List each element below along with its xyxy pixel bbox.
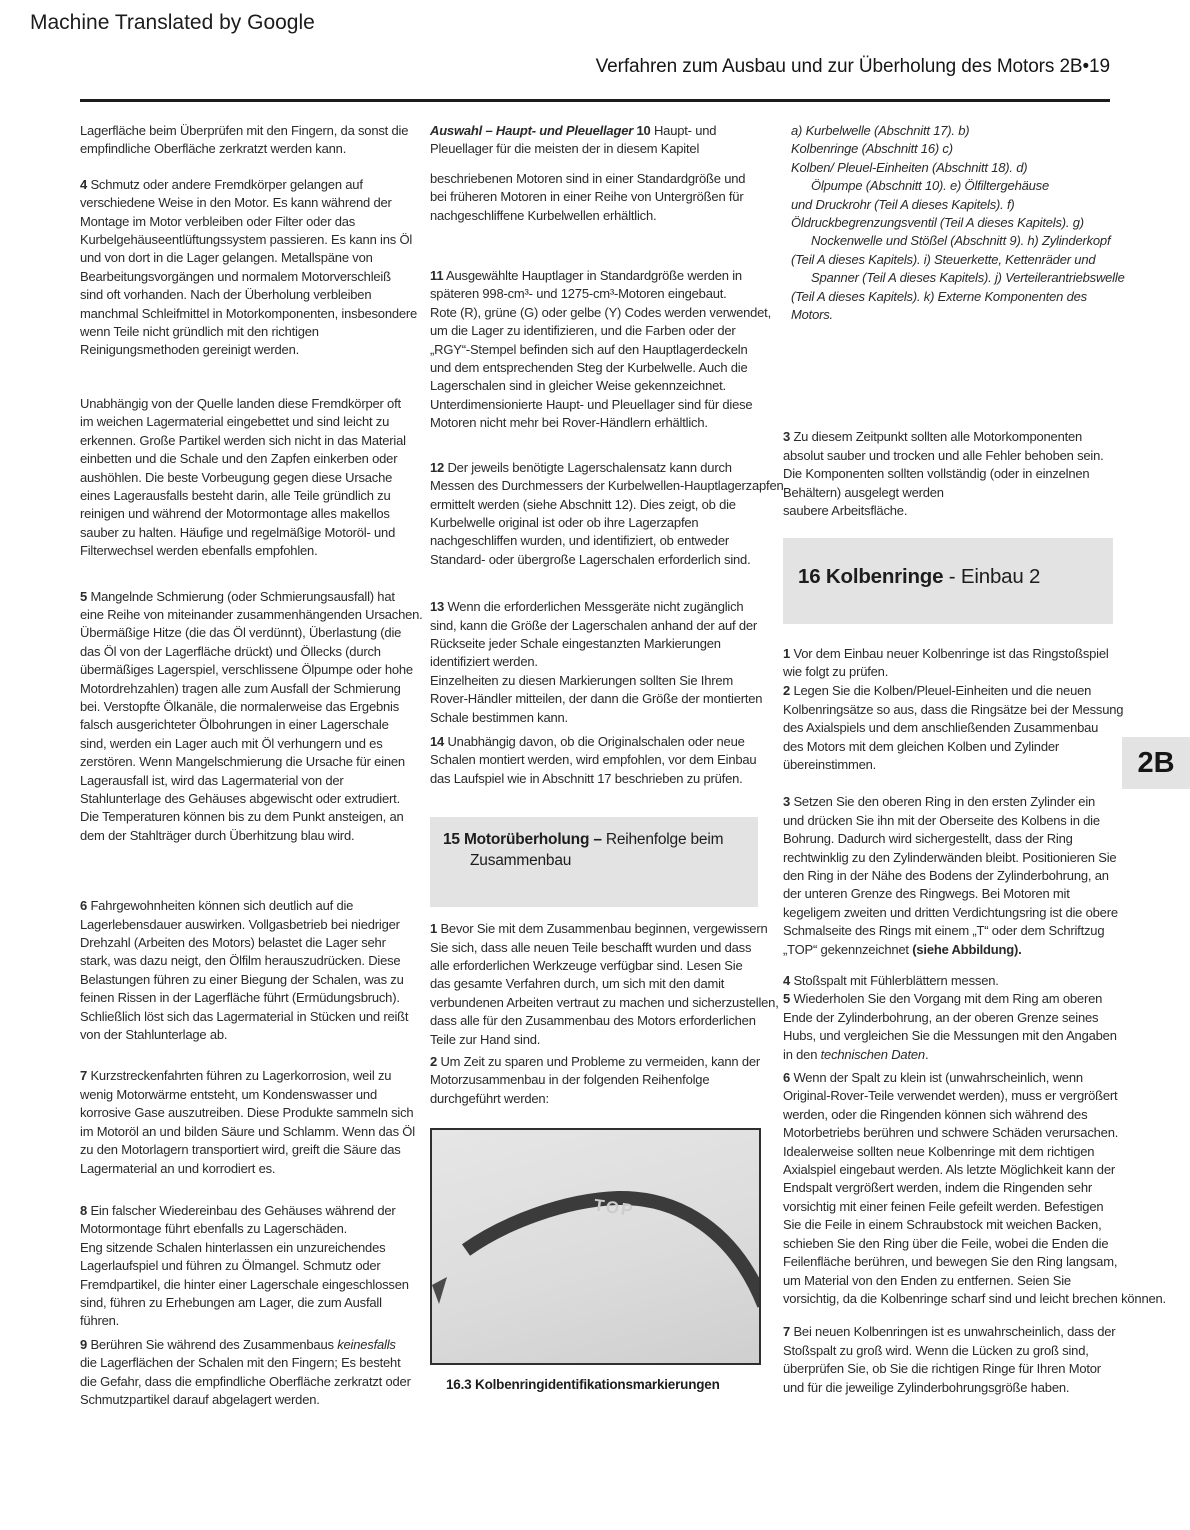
text-line: 15 Motorüberholung – Reihenfolge beim [443,831,724,849]
text-line: Lagerfläche beim Überprüfen mit den Fingern, da sonst die [80,123,409,138]
text-line: die Lagerflächen der Schalen mit den Fingern; Es besteht [80,1355,401,1371]
text-line: 6 Fahrgewohnheiten können sich deutlich auf die [80,898,354,914]
text-line: Motorbetriebs berühren und schwere Schäden verursachen. [783,1125,1119,1141]
paragraph-16-2 [783,682,1124,774]
text-line: Kurbelwelle original ist oder ob ihre Lagerzapfen [430,514,699,530]
text-line: und Druckrohr (Teil A dieses Kapitels). f) [791,196,1015,212]
column-middle [430,122,784,1395]
text-line: verbundenen Arbeiten vertraut zu machen und sicherzustellen, [430,994,779,1010]
section-15-heading [430,817,758,907]
text-line: Stoßspalt zu groß wird. Wenn die Lücken zu groß sind, [783,1342,1089,1358]
text-line: Messen des Durchmessers der Kurbelwellen-Hauptlagerzapfen [430,478,784,494]
text-line: Motors. [791,307,833,323]
text-line: den Ring in der Nähe des Bodens der Zylinderbohrung, an [783,867,1109,883]
text-line: Öldruckbegrenzungsventil (Teil A dieses Kapitels). g) [791,215,1084,231]
text-line: Kolbenringsätze so aus, dass die Ringsätze bei der Messung [783,701,1124,717]
text-line: Schmalseite des Rings mit einem „T“ oder dem Schriftzug [783,923,1105,939]
text-line: Übermäßige Hitze (die das Öl verdünnt), Überlastung (die [80,625,402,641]
text-line: Nockenwelle und Stößel (Abschnitt 9). h) Zylinderkopf [811,233,1111,249]
text-line: verschiedene Weise in den Motor. Es kann während der [80,195,392,211]
chapter-tab: 2B [1122,737,1190,789]
text-line: und drücken Sie ihn mit der Oberseite des Kolbens in die [783,812,1100,828]
text-line: von der Stahlunterlage ab. [80,1027,228,1043]
text-line: Drehzahl (Arbeiten des Motors) belastet die Lager sehr [80,935,386,951]
text-line: Reinigungsmethoden gereinigt werden. [80,342,300,358]
text-line: vorsichtig mit einer feinen Feile gefeilt werden. Befestigen [783,1198,1104,1214]
paragraph-4 [80,176,418,360]
paragraph-16-6 [783,1069,1166,1308]
text-line: Original-Rover-Teile verwendet werden), muss er vergrößert [783,1088,1118,1104]
paragraph-5 [80,588,423,846]
text-line: 7 Bei neuen Kolbenringen ist es unwahrscheinlich, dass der [783,1324,1116,1340]
text-line: Sie die Feile in einem Schraubstock mit weichen Backen, [783,1217,1102,1233]
text-line: Ölpumpe (Abschnitt 10). e) Ölfiltergehäuse [811,178,1049,194]
text-line: Belastungen führen zu einer Biegung der Schalen, was zu [80,971,404,987]
text-line: Behältern) ausgelegt werden [783,484,944,500]
figure-caption: 16.3 Kolbenringidentifikationsmarkierungen [446,1377,720,1393]
text-line: sind, führen zu Erhebungen am Lager, die zum Ausfall [80,1294,382,1310]
text-line: 11 Ausgewählte Hauptlager in Standardgröße werden in [430,268,742,284]
text-line: führen. [80,1313,120,1329]
text-line: Die Temperaturen können bis zu dem Punkt ansteigen, an [80,809,404,825]
text-line: Einzelheiten zu diesen Markierungen sollten Sie Ihrem [430,672,734,688]
paragraph-15-3 [783,428,1113,520]
text-line: sind, kann die Größe der Lagerschalen anhand der auf der [430,617,758,633]
text-line: Unabhängig von der Quelle landen diese Fremdkörper oft [80,395,401,411]
text-line: 5 Mangelnde Schmierung (oder Schmierungsausfall) hat [80,588,395,604]
text-line: (Teil A dieses Kapitels). i) Steuerkette, Kettenräder und [791,251,1096,267]
text-line: 8 Ein falscher Wiedereinbau des Gehäuses während der [80,1202,396,1218]
paragraph-9 [80,1336,414,1410]
text-line: 9 Berühren Sie während des Zusammenbaus keinesfalls [80,1336,396,1352]
text-line: 6 Wenn der Spalt zu klein ist (unwahrscheinlich, wenn [783,1070,1083,1086]
text-line: Feilenfläche berühren, und bewegen Sie den Ring langsam, [783,1254,1118,1270]
text-line: 3 Zu diesem Zeitpunkt sollten alle Motorkomponenten [783,429,1083,445]
text-line: Filterwechsel werden ebenfalls empfohlen. [80,543,318,559]
text-line: Kurbelgehäuseentlüftungssystem passieren. Es kann ins Öl [80,232,413,248]
paragraph-intro [80,122,414,159]
text-line: Hubs, und vergleichen Sie die Messungen mit den Angaben [783,1028,1117,1044]
figure-16-3 [430,1128,761,1394]
text-line: schieben Sie den Ring über die Feile, wobei die Enden die [783,1235,1109,1251]
text-line: 5 Wiederholen Sie den Vorgang mit dem Ring am oberen [783,991,1103,1007]
text-line: Lagerausfall ist, wird das Lagermaterial von der [80,772,344,788]
paragraph-auswahl-heading [430,122,760,159]
text-line: Schmutzpartikel darauf abgelagert werden. [80,1391,320,1407]
text-line: Bearbeitungsvorgängen und normalem Motorverschleiß [80,268,391,284]
text-line: Lagermaterial an und korrodiert es. [80,1160,276,1176]
text-line: wenig Motorwärme entsteht, um Kondenswasser und [80,1086,377,1102]
text-line: absolut sauber und trocken und alle Fehler behoben sein. [783,447,1104,463]
text-line: Sie sich, dass alle neuen Teile beschafft wurden und dass [430,939,752,955]
text-line: aushöhlen. Die beste Vorbeugung gegen diese Ursache [80,469,393,485]
text-line: Stahlunterlage des Gehäuses abgewischt oder extrudiert. [80,791,400,806]
text-line: Teile zur Hand sind. [430,1031,541,1047]
text-line: einbetten und die Schale und den Zapfen einkerben oder [80,451,398,467]
text-line: Unterdimensionierte Haupt- und Pleuellager sind für diese [430,396,753,412]
text-line: 4 Stoßspalt mit Fühlerblättern messen. [783,973,999,988]
text-line: falsch ausgerichteter Ölbohrungen in einer Lagerschale [80,717,389,733]
text-line: empfindliche Oberfläche zerkratzt werden kann. [80,141,347,157]
text-line: des Axialspiels und dem anschließenden Zusammenbau [783,720,1099,736]
text-line: bei früheren Motoren in einer Reihe von Untergrößen für [430,189,744,205]
text-line: in den technischen Daten. [783,1046,929,1062]
text-line: wenn Teile nicht gründlich mit den richtigen [80,324,319,340]
text-line: 7 Kurzstreckenfahrten führen zu Lagerkorrosion, weil zu [80,1068,392,1084]
text-line: 2 Um Zeit zu sparen und Probleme zu vermeiden, kann der [430,1054,761,1070]
text-line: ermittelt werden (siehe Abschnitt 12). Dies zeigt, ob die [430,496,736,512]
text-line: sind, werden ein Lager auch mit Öl verhungern und es [80,735,383,751]
text-line: 1 Vor dem Einbau neuer Kolbenringe ist das Ringstoßspiel [783,645,1109,661]
text-line: 4 Schmutz oder andere Fremdkörper gelangen auf [80,176,363,192]
text-line: (Teil A dieses Kapitels). k) Externe Komponenten des [791,288,1087,304]
page-title: Verfahren zum Ausbau und zur Überholung des Motors 2B•19 [595,56,1110,77]
text-line: 12 Der jeweils benötigte Lagerschalensatz kann durch [430,459,732,475]
text-line: feinen Rissen in der Lagerfläche führt (Ermüdungsbruch). [80,990,400,1006]
text-line: Schale bestimmen kann. [430,709,568,725]
text-line: bei. Verstopfte Ölkanäle, die normalerweise das Ergebnis [80,698,400,714]
text-line: dem der Stahlträger durch Überhitzung blau wird. [80,827,355,843]
paragraph-16-3 [783,793,1118,959]
text-line: Kolbenringe (Abschnitt 16) c) [791,141,953,157]
ring-end-fragment [432,1277,447,1304]
paragraph-6 [80,897,414,1044]
text-line: stark, was dazu neigt, den Ölfilm herauszudrücken. Diese [80,953,401,969]
section-16-heading [783,538,1113,624]
text-line: Fremdpartikel, die hinter einer Lagerschale eingeschlossen [80,1276,409,1292]
text-line: Bohrung. Dadurch wird sichergestellt, dass der Ring [783,831,1073,847]
paragraph-15-1 [430,920,779,1049]
text-line: Motorzusammenbau in der folgenden Reihenfolge [430,1072,710,1088]
text-line: Auswahl – Haupt- und Pleuellager 10 Haupt- und [430,123,717,138]
text-line: Lagerlebensdauer auswirken. Vollgasbetrieb bei niedriger [80,916,400,932]
text-line: reinigen und während der Motormontage alles makellos [80,506,390,522]
paragraph-fremdkoerper [80,395,414,561]
text-line: Motordrehzahlen) tragen alle zum Ausfall der Schmierung [80,680,401,696]
paragraph-7 [80,1067,414,1177]
paragraph-13 [430,598,763,727]
text-line: 14 Unabhängig davon, ob die Originalschalen oder neue [430,733,745,749]
text-line: Eng sitzende Schalen hinterlassen ein unzureichendes [80,1239,386,1255]
watermark-text: Machine Translated by Google [30,11,315,34]
text-line: werden, oder die Ringenden können sich während des [783,1106,1088,1122]
text-line: sind oft vorhanden. Nach der Überholung verbleiben [80,287,372,303]
text-line: übereinstimmen. [783,756,877,772]
assembly-order-list [783,122,1125,324]
text-line: Idealerweise sollten neue Kolbenringe mit dem richtigen [783,1143,1095,1159]
text-line: späteren 998-cm³- und 1275-cm³-Motoren eingebaut. [430,286,727,302]
text-line: zerstören. Wenn Mangelschmierung die Ursache für einen [80,754,405,770]
text-line: 3 Setzen Sie den oberen Ring in den ersten Zylinder ein [783,794,1096,810]
text-line: sauber zu halten. Häufige und regelmäßige Motoröl- und [80,524,396,540]
paragraph-16-4 [783,972,1113,990]
text-line: „RGY“-Stempel befinden sich auf den Hauptlagerdeckeln [430,341,748,357]
text-line: Endspalt vergrößert werden, indem die Ringenden sehr [783,1180,1093,1196]
paragraph-11 [430,267,772,433]
text-line: Spanner (Teil A dieses Kapitels). j) Verteilerantriebswelle [811,270,1125,286]
text-line: übermäßiges Lagerspiel, verschlissene Ölpumpe oder hohe [80,662,413,678]
text-line: überprüfen Sie, ob Sie die richtigen Ringe für Ihren Motor [783,1361,1101,1377]
text-line: und für die jeweilige Zylinderbohrungsgröße haben. [783,1379,1070,1395]
text-line: identifiziert werden. [430,654,538,670]
text-line: Zusammenbau [470,852,572,870]
text-line: Ende der Zylinderbohrung, an der oberen Grenze seines [783,1009,1099,1025]
text-line: das gesamte Verfahren durch, um sich mit den damit [430,976,725,992]
text-line: Schalen montiert werden, wird empfohlen, vor dem Einbau [430,752,757,768]
text-line: eines Lagerausfalls besteht darin, alle Teile gründlich zu [80,487,391,503]
text-line: zu den Motorlagern transportiert wird, greift die Säure das [80,1142,401,1158]
paragraph-16-1 [783,645,1113,682]
text-line: vorsichtig, da die Kolbenringe scharf sind und leicht brechen können. [783,1290,1166,1306]
text-line: der unteren Grenze des Ringwegs. Bei Motoren mit [783,886,1070,902]
text-line: „TOP“ gekennzeichnet (siehe Abbildung). [783,941,1022,957]
text-line: alle erforderlichen Werkzeuge verfügbar sind. Lesen Sie [430,958,743,973]
text-line: um die Lager zu identifizieren, und die Farben oder der [430,323,736,339]
text-line: nachgeschliffene Kurbelwellen erhältlich. [430,207,657,223]
text-line: saubere Arbeitsfläche. [783,503,908,519]
text-line: a) Kurbelwelle (Abschnitt 17). b) [791,123,970,138]
text-line: Lagerlaufspiel und führen zu Ölmangel. Schmutz oder [80,1258,381,1274]
text-line: manchmal Schleifmittel in Motorkomponenten, insbesondere [80,305,418,321]
piston-ring-photo [430,1128,761,1365]
paragraph-16-5 [783,990,1117,1064]
text-line: durchgeführt werden: [430,1090,549,1106]
text-line: wie folgt zu prüfen. [783,663,889,679]
text-line: Schließlich löst sich das Lagermaterial in Stücken und reißt [80,1008,409,1024]
text-line: Pleuellager für die meisten der in diesem Kapitel [430,141,700,157]
text-line: Axialspiel eingebaut werden. Als letzte Möglichkeit kann der [783,1162,1115,1178]
text-line: das Laufspiel wie in Abschnitt 17 beschrieben zu prüfen. [430,770,743,786]
text-line: Kolben/ Pleuel-Einheiten (Abschnitt 18). d) [791,159,1028,175]
paragraph-16-7 [783,1323,1116,1397]
paragraph-14 [430,733,760,788]
svg-text:TOP: TOP [592,1195,636,1221]
paragraph-8 [80,1202,414,1331]
text-line: Standard- oder übergroße Lagerschalen erforderlich sind. [430,551,751,567]
text-line: 16 Kolbenringe - Einbau 2 [798,564,1041,588]
paragraph-12 [430,459,784,569]
text-line: im weichen Lagermaterial eingebettet und sind leicht zu [80,414,390,430]
text-line: Die Komponenten sollten vollständig (oder in einzelnen [783,466,1090,482]
text-line: Rückseite jeder Schale eingestanzten Markierungen [430,635,721,651]
text-line: das Öl von der Lagerfläche drückt) und Öllecks (durch [80,643,381,659]
text-line: nachgeschliffen wurden, und identifiziert, ob entweder [430,533,729,549]
text-line: 13 Wenn die erforderlichen Messgeräte nicht zugänglich [430,599,744,615]
text-line: 1 Bevor Sie mit dem Zusammenbau beginnen, vergewissern [430,921,768,937]
text-line: Motormontage führt ebenfalls zu Lagerschäden. [80,1221,348,1237]
text-line: eine Reihe von miteinander zusammenhängenden Ursachen. [80,606,423,622]
text-line: rechtwinklig zu den Zylinderwänden bleibt. Positionieren Sie [783,849,1117,865]
text-line: kegeligem zweiten und dritten Verdichtungsring ist die obere [783,904,1118,920]
text-line: 2 Legen Sie die Kolben/Pleuel-Einheiten und die neuen [783,683,1092,699]
text-line: des Motors mit dem gleichen Kolben und Zylinder [783,738,1060,754]
column-left [80,122,423,1409]
paragraph-auswahl-body [430,170,760,225]
text-line: Montage im Motor verbleiben oder Filter oder das [80,213,356,229]
paragraph-15-2 [430,1053,760,1108]
text-line: Rote (R), grüne (G) oder gelbe (Y) Codes werden verwendet, [430,304,772,320]
text-line: Lagerschalen sind in gleicher Weise gekennzeichnet. [430,378,726,394]
text-line: um Material von den Enden zu entfernen. Seien Sie [783,1272,1071,1288]
text-line: im Motoröl an und bilden Säure und Schlamm. Wenn das Öl [80,1123,415,1139]
header-rule [80,99,1110,102]
text-line: die Gefahr, dass die empfindliche Oberfläche zerkratzt oder [80,1373,411,1389]
text-line: dass alle für den Zusammenbau des Motors erforderlichen [430,1013,756,1029]
text-line: und von dort in die Lager gelangen. Metallspäne von [80,250,373,266]
text-line: erkennen. Große Partikel werden sich nicht in das Material [80,432,406,448]
text-line: Rover-Händler mitteilen, der dann die Größe der montierten [430,691,763,707]
text-line: Motoren nicht mehr bei Rover-Händlern erhältlich. [430,415,708,431]
text-line: und dem entsprechenden Steg der Kurbelwelle. Auch die [430,360,748,376]
text-line: beschriebenen Motoren sind in einer Standardgröße und [430,170,746,186]
text-line: korrosive Gase auszutreiben. Diese Produkte sammeln sich [80,1105,414,1121]
